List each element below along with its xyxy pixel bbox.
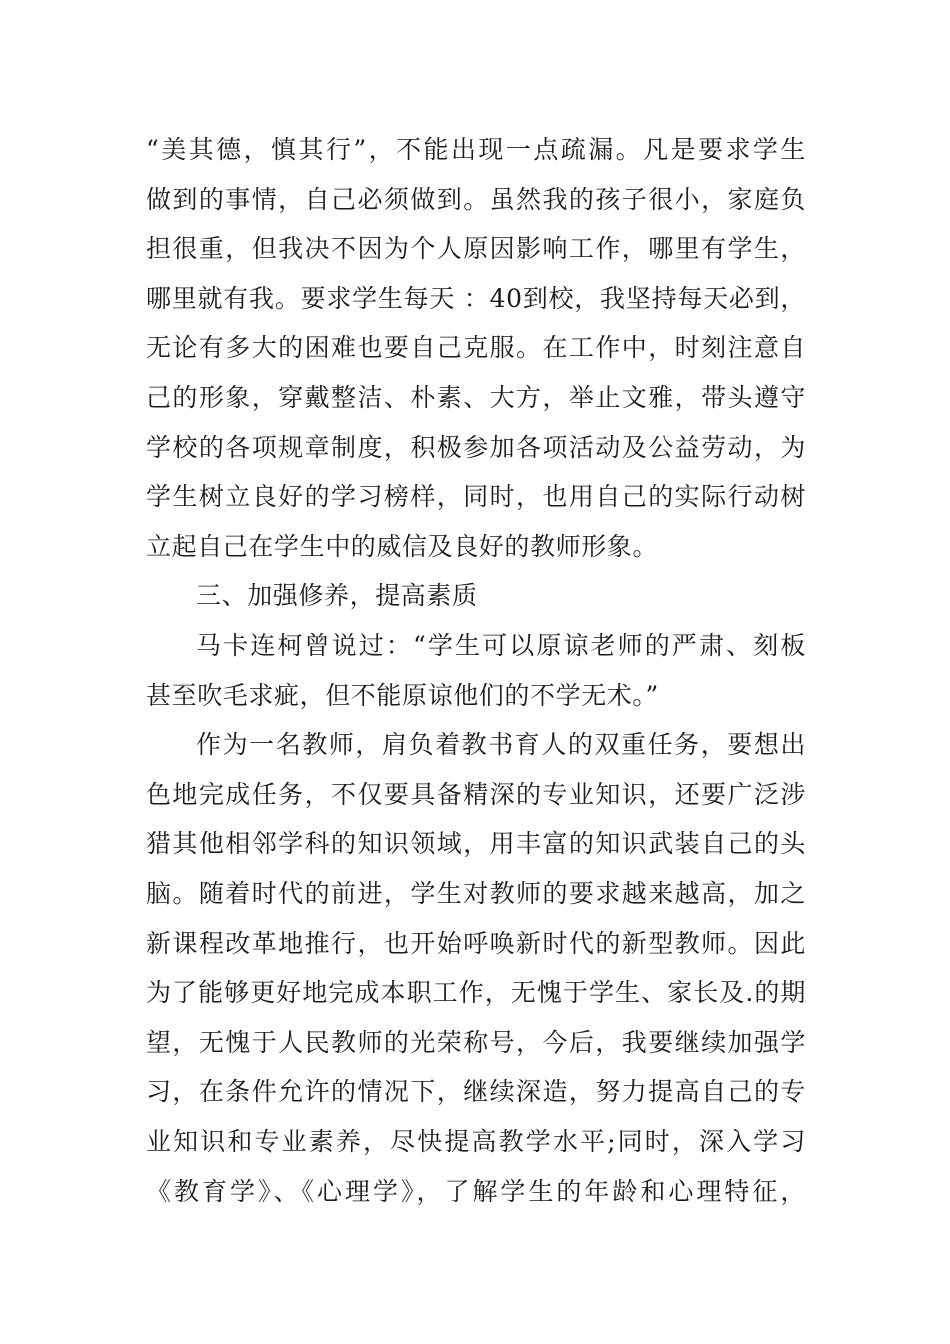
text-line: 无论有多大的困难也要自己克服。在工作中，时刻注意自 — [146, 333, 806, 363]
text-line: 作为一名教师，肩负着教书育人的双重任务，要想出 — [196, 730, 806, 760]
text-line: 色地完成任务，不仅要具备精深的专业知识，还要广泛涉 — [146, 779, 806, 809]
text-line: 为了能够更好地完成本职工作，无愧于学生、家长及.的期 — [146, 978, 806, 1008]
text-line: 马卡连柯曾说过：“学生可以原谅老师的严肃、刻板 — [196, 631, 806, 660]
text-line: 三、加强修养，提高素质 — [196, 581, 478, 611]
text-line: 业知识和专业素养，尽快提高教学水平;同时，深入学习 — [146, 1127, 806, 1156]
text-line: 做到的事情，自己必须做到。虽然我的孩子很小，家庭负 — [146, 184, 806, 214]
text-line: 望，无愧于人民教师的光荣称号，今后，我要继续加强学 — [146, 1027, 806, 1057]
text-line: “美其德，慎其行”，不能出现一点疏漏。凡是要求学生 — [146, 135, 806, 164]
text-line: 担很重，但我决不因为个人原因影响工作，哪里有学生， — [146, 234, 806, 264]
text-line: 猎其他相邻学科的知识领域，用丰富的知识武装自己的头 — [146, 829, 806, 859]
text-line: 《教育学》、《心理学》，了解学生的年龄和心理特征， — [146, 1176, 806, 1206]
text-line: 习，在条件允许的情况下，继续深造，努力提高自己的专 — [146, 1077, 806, 1107]
text-line: 己的形象，穿戴整洁、朴素、大方，举止文雅，带头遵守 — [146, 383, 806, 412]
text-line: 学校的各项规章制度，积极参加各项活动及公益劳动，为 — [146, 432, 806, 462]
text-line: 学生树立良好的学习榜样，同时，也用自己的实际行动树 — [146, 482, 806, 512]
text-line: 哪里就有我。要求学生每天 ：40到校，我坚持每天必到， — [146, 283, 806, 313]
text-line: 新课程改革地推行，也开始呼唤新时代的新型教师。因此 — [146, 928, 806, 958]
text-line: 立起自己在学生中的威信及良好的教师形象。 — [146, 531, 659, 561]
text-line: 甚至吹毛求疵，但不能原谅他们的不学无术。” — [146, 680, 659, 710]
text-line: 脑。随着时代的前进，学生对教师的要求越来越高，加之 — [146, 879, 806, 908]
